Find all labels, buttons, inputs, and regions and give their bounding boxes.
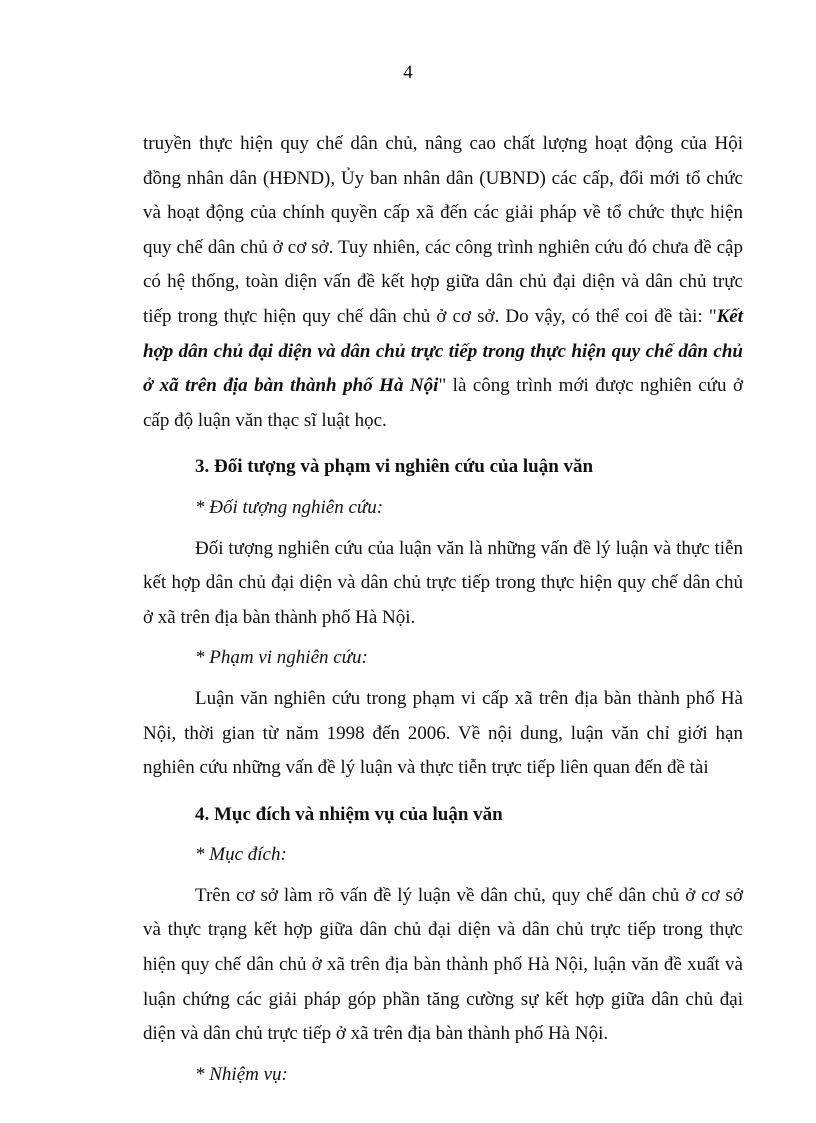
intro-tail-text: " là công trình mới được nghiên cứu ở cấp độ luận văn thạc sĩ luật học. [143, 375, 743, 431]
intro-lead-text: truyền thực hiện quy chế dân chủ, nâng cao chất lượng hoạt động của Hội đồng nhân dân (HĐND), Ủy ban nhân dân (UBND) các cấp, đổi mới tổ chức và hoạt động của chính quyền cấp xã đến các giải pháp về tổ chức thực hiện quy chế dân chủ ở cơ sở. Tuy nhiên, các công trình nghiên cứu đó chưa đề cập có hệ thống, toàn diện vấn đề kết hợp giữa dân chủ đại diện và dân chủ trực tiếp trong thực hiện quy chế dân chủ ở cơ sở. Do vậy, có thể coi đề tài: " [143, 133, 743, 327]
intro-paragraph [143, 127, 743, 438]
object-paragraph: Đối tượng nghiên cứu của luận văn là những vấn đề lý luận và thực tiễn kết hợp dân chủ đại diện và dân chủ trực tiếp trong thực hiện quy chế dân chủ ở xã trên địa bàn thành phố Hà Nội. [143, 537, 743, 628]
section-4-heading: 4. Mục đích và nhiệm vụ của luận văn [195, 803, 503, 825]
purpose-paragraph: Trên cơ sở làm rõ vấn đề lý luận về dân chủ, quy chế dân chủ ở cơ sở và thực trạng kết hợp giữa dân chủ đại diện và dân chủ trực tiếp trong thực hiện quy chế dân chủ ở xã trên địa bàn thành phố Hà Nội, luận văn đề xuất và luận chứng các giải pháp góp phần tăng cường sự kết hợp giữa dân chủ đại diện và dân chủ trực tiếp ở xã trên địa bàn thành phố Hà Nội. [143, 884, 743, 1045]
purpose-label: * Mục đích: [195, 844, 287, 866]
scope-paragraph: Luận văn nghiên cứu trong phạm vi cấp xã trên địa bàn thành phố Hà Nội, thời gian từ năm 1998 đến 2006. Về nội dung, luận văn chỉ giới hạn nghiên cứu những vấn đề lý luận và thực tiễn trực tiếp liên quan đến đề tài [143, 687, 743, 779]
document-body [143, 127, 743, 1092]
section-3-heading: 3. Đối tượng và phạm vi nghiên cứu của luận văn [195, 456, 594, 478]
thesis-title: Kết hợp dân chủ đại diện và dân chủ trực tiếp trong thực hiện quy chế dân chủ ở xã trên địa bàn thành phố Hà Nội [143, 305, 743, 397]
scope-label: * Phạm vi nghiên cứu: [195, 647, 368, 669]
tasks-label: * Nhiệm vụ: [195, 1063, 288, 1085]
page-number: 4 [403, 62, 413, 83]
object-label: * Đối tượng nghiên cứu: [195, 496, 384, 518]
